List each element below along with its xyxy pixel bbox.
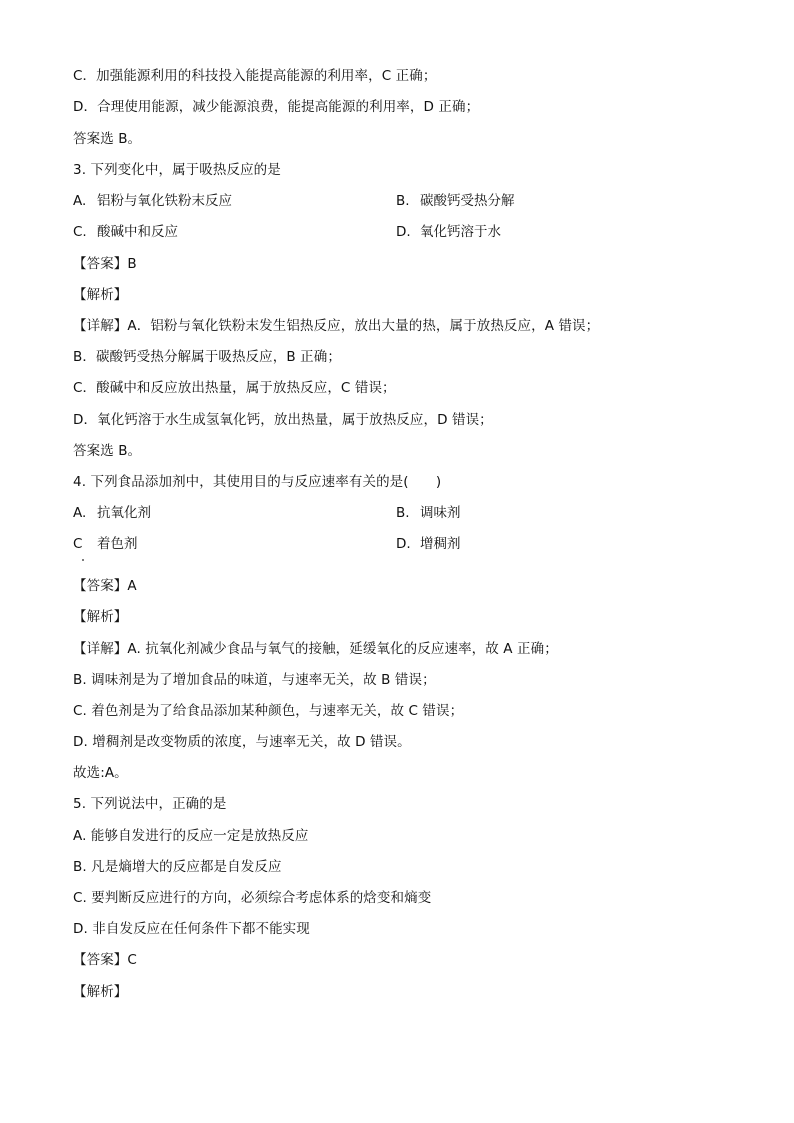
analysis-label: 【解析】 — [73, 984, 128, 1000]
text-line: C．加强能源利用的科技投入能提高能源的利用率，C 正确； — [73, 68, 437, 84]
question-4-stem: 4. 下列食品添加剂中，其使用目的与反应速率有关的是( ) — [73, 474, 442, 490]
stray-dot — [82, 559, 84, 561]
option-text: 抗氧化剂 — [97, 505, 151, 521]
option-text: 调味剂 — [420, 505, 461, 521]
q5-option-b: B. 凡是熵增大的反应都是自发反应 — [73, 859, 282, 875]
analysis-label: 【解析】 — [73, 287, 128, 303]
q4-option-c — [73, 535, 138, 553]
q3-option-b — [396, 192, 515, 210]
q3-option-d — [396, 223, 501, 241]
answer-label: 【答案】B — [73, 256, 137, 272]
option-letter: A. — [73, 193, 87, 209]
text-line: 故选:A。 — [73, 765, 128, 781]
option-text: 着色剂 — [97, 536, 138, 552]
option-text: 碳酸钙受热分解 — [420, 193, 515, 209]
option-letter: B. — [396, 193, 410, 209]
q5-option-a: A. 能够自发进行的反应一定是放热反应 — [73, 828, 309, 844]
text-line: 【详解】A. 抗氧化剂减少食品与氧气的接触，延缓氧化的反应速率，故 A 正确； — [73, 641, 558, 657]
option-letter: C — [73, 536, 83, 552]
text-line: 答案选 B。 — [73, 131, 142, 147]
question-5-stem: 5. 下列说法中，正确的是 — [73, 796, 227, 812]
text-line: C．酸碱中和反应放出热量，属于放热反应，C 错误； — [73, 380, 396, 396]
q3-option-a — [73, 192, 232, 210]
q5-option-c: C. 要判断反应进行的方向，必须综合考虑体系的焓变和熵变 — [73, 890, 432, 906]
text-line: D．合理使用能源，减少能源浪费，能提高能源的利用率，D 正确； — [73, 99, 480, 115]
answer-label: 【答案】A — [73, 578, 137, 594]
option-text: 铝粉与氧化铁粉末反应 — [97, 193, 232, 209]
option-letter: B. — [396, 505, 410, 521]
text-line: D．氧化钙溶于水生成氢氧化钙，放出热量，属于放热反应，D 错误； — [73, 412, 493, 428]
text-line: B．碳酸钙受热分解属于吸热反应，B 正确； — [73, 349, 341, 365]
option-letter: D. — [396, 224, 411, 240]
q4-option-d — [396, 535, 461, 553]
option-letter: C. — [73, 224, 87, 240]
option-letter: A. — [73, 505, 87, 521]
text-line: B. 调味剂是为了增加食品的味道，与速率无关，故 B 错误； — [73, 672, 436, 688]
text-line: 【详解】A．铝粉与氧化铁粉末发生铝热反应，放出大量的热，属于放热反应，A 错误； — [73, 318, 600, 334]
q4-option-a — [73, 504, 151, 522]
analysis-label: 【解析】 — [73, 609, 128, 625]
answer-label: 【答案】C — [73, 952, 137, 968]
question-3-stem: 3. 下列变化中，属于吸热反应的是 — [73, 162, 281, 178]
text-line: C. 着色剂是为了给食品添加某种颜色，与速率无关，故 C 错误； — [73, 703, 464, 719]
option-text: 酸碱中和反应 — [97, 224, 178, 240]
text-line: D. 增稠剂是改变物质的浓度，与速率无关，故 D 错误。 — [73, 734, 411, 750]
text-line: 答案选 B。 — [73, 443, 142, 459]
q3-option-c — [73, 223, 178, 241]
q4-option-b — [396, 504, 461, 522]
option-letter: D. — [396, 536, 411, 552]
q5-option-d: D. 非自发反应在任何条件下都不能实现 — [73, 921, 310, 937]
option-text: 氧化钙溶于水 — [420, 224, 501, 240]
option-text: 增稠剂 — [420, 536, 461, 552]
